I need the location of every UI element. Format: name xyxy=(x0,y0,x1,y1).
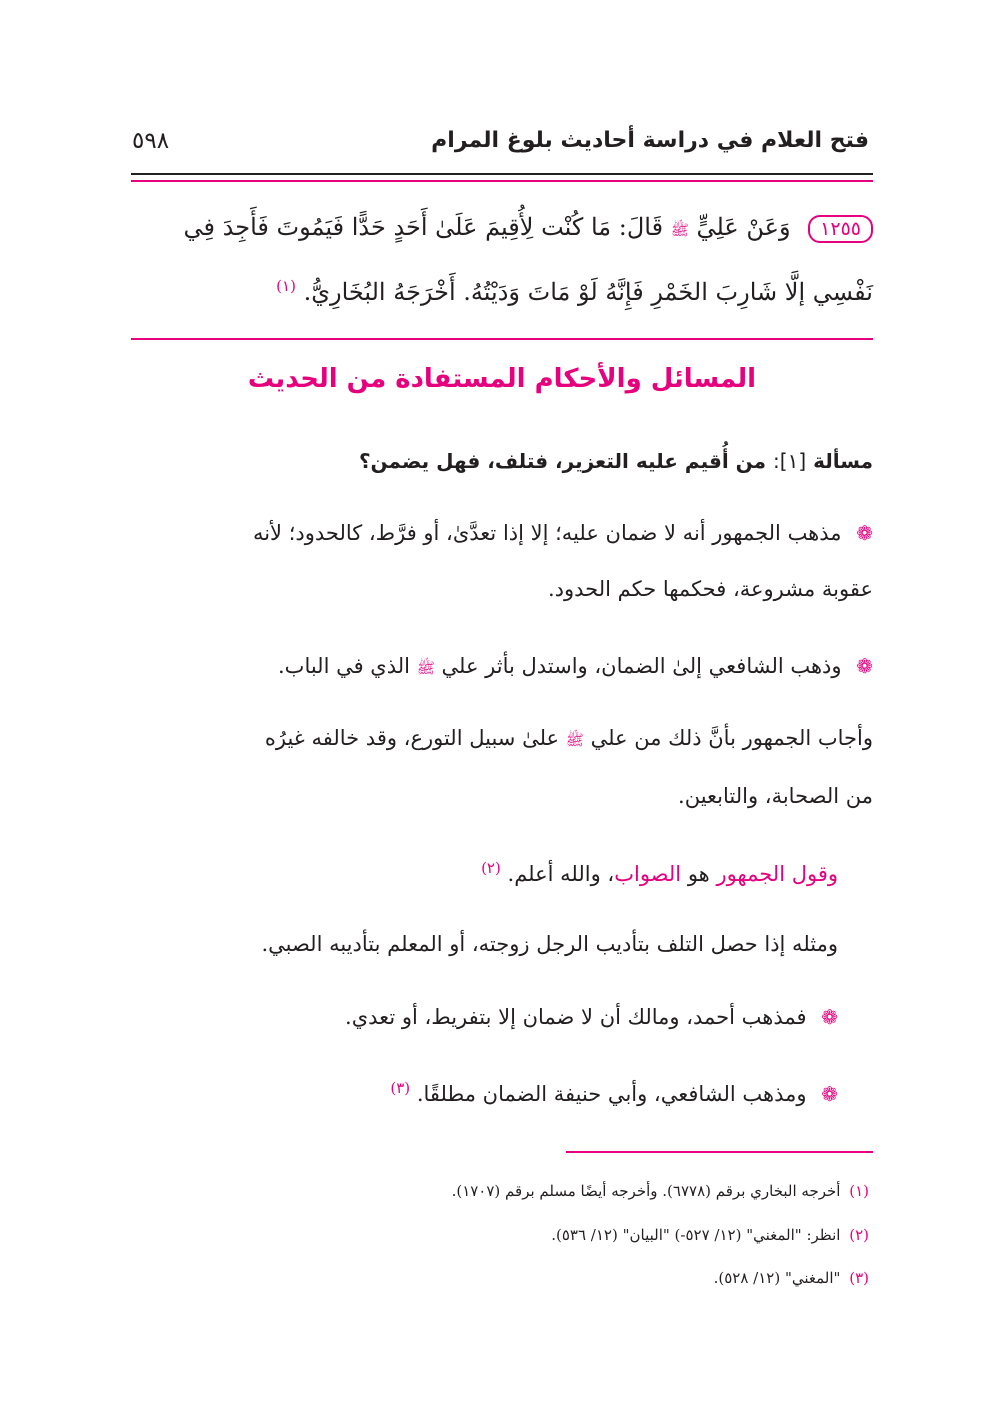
hadith-text-part: قَالَ: مَا كُنْت لِأُقِيمَ عَلَىٰ أَحَدٍ حَدًّا فَيَمُوتَ فَأَجِدَ فِي xyxy=(183,213,664,241)
paragraph-conclusion xyxy=(131,840,838,902)
footnote-reference[interactable]: (١) xyxy=(276,277,296,295)
hadith-block xyxy=(131,199,873,320)
hadith-number-badge: ١٢٥٥ xyxy=(808,215,873,243)
paragraph-text: فمذهب أحمد، ومالك أن لا ضمان إلا بتفريط، أو تعدي. xyxy=(345,1005,807,1029)
issue-label: مسألة xyxy=(813,449,873,473)
footnote-reference[interactable]: (٢) xyxy=(481,859,501,877)
highlight-text: الصواب xyxy=(614,862,682,886)
paragraph-line xyxy=(131,1060,838,1122)
paragraph-line xyxy=(131,638,873,696)
flower-bullet-icon: ❁ xyxy=(856,654,873,678)
footnote-2 xyxy=(551,1226,869,1244)
issue-heading xyxy=(359,449,873,473)
footnote-3 xyxy=(714,1269,869,1287)
paragraph-majority-view xyxy=(131,505,873,617)
footnote-number: (١) xyxy=(849,1182,869,1200)
paragraph-text: علىٰ سبيل التورع، وقد خالفه غيرُه xyxy=(264,726,560,750)
footnote-text: أخرجه البخاري برقم (٦٧٧٨). وأخرجه أيضًا مسلم برقم (١٧٠٧). xyxy=(451,1182,841,1200)
hadith-text-part: وَعَنْ عَلِيٍّ xyxy=(696,213,791,241)
paragraph-line xyxy=(131,989,838,1045)
footnote-reference[interactable]: (٣) xyxy=(390,1079,411,1097)
paragraph-line xyxy=(131,840,838,902)
honorific-glyph: ﷺ xyxy=(670,221,689,239)
footnote-text: "المغني" (١٢/ ٥٢٨). xyxy=(713,1269,841,1287)
paragraph-text: ، والله أعلم. xyxy=(507,862,615,886)
running-title: فتح العلام في دراسة أحاديث بلوغ المرام xyxy=(431,128,869,153)
footnote-text: انظر: "المغني" (١٢/ ٥٢٧-) "البيان" (١٢/ ٥٣٦). xyxy=(551,1226,841,1244)
paragraph-text: وذهب الشافعي إلىٰ الضمان، واستدل بأثر علي xyxy=(441,654,842,678)
footnote-number: (٢) xyxy=(849,1226,869,1244)
section-title: المسائل والأحكام المستفادة من الحديث xyxy=(247,364,757,394)
paragraph-similar-case xyxy=(131,916,838,972)
paragraph-line: ومثله إذا حصل التلف بتأديب الرجل زوجته، أو المعلم بتأديبه الصبي. xyxy=(261,932,838,956)
paragraph-ahmad-malik xyxy=(131,989,838,1045)
paragraph-shafii-view xyxy=(131,638,873,696)
paragraph-line xyxy=(131,505,873,561)
header-rule-bottom xyxy=(131,180,873,182)
paragraph-shafii-hanafi xyxy=(131,1060,838,1122)
highlight-text: وقول الجمهور xyxy=(716,862,838,886)
flower-bullet-icon: ❁ xyxy=(821,1082,838,1106)
issue-number: [١]: xyxy=(773,449,807,473)
flower-bullet-icon: ❁ xyxy=(856,521,873,545)
paragraph-text: مذهب الجمهور أنه لا ضمان عليه؛ إلا إذا تعدَّىٰ، أو فرَّط، كالحدود؛ لأنه xyxy=(252,521,842,545)
flower-bullet-icon: ❁ xyxy=(821,1005,838,1029)
honorific-glyph: ﷺ xyxy=(416,659,435,677)
hadith-line-1 xyxy=(131,199,873,258)
hadith-line-2 xyxy=(131,258,873,320)
footnote-number: (٣) xyxy=(849,1269,869,1287)
paragraph-line: من الصحابة، والتابعين. xyxy=(678,784,873,808)
paragraph-line xyxy=(131,710,873,768)
paragraph-text: هو xyxy=(687,862,710,886)
paragraph-majority-response xyxy=(131,710,873,824)
hadith-text-part: نَفْسِي إلَّا شَارِبَ الخَمْرِ فَإِنَّهُ لَوْ مَاتَ وَدَيْتُهُ. أَخْرَجَهُ البُخَارِيُّ. xyxy=(303,278,873,306)
paragraph-text: وأجاب الجمهور بأنَّ ذلك من علي xyxy=(590,726,873,750)
honorific-glyph: ﷺ xyxy=(565,731,584,749)
paragraph-text: ومذهب الشافعي، وأبي حنيفة الضمان مطلقًا. xyxy=(416,1082,807,1106)
paragraph-line: عقوبة مشروعة، فحكمها حكم الحدود. xyxy=(547,577,873,601)
paragraph-text: الذي في الباب. xyxy=(278,654,410,678)
header-rule-top xyxy=(131,173,873,175)
issue-question: من أُقيم عليه التعزير، فتلف، فهل يضمن؟ xyxy=(358,449,767,473)
page-number: ٥٩٨ xyxy=(132,128,170,154)
footnote-1 xyxy=(452,1182,869,1200)
footnote-separator xyxy=(566,1151,873,1153)
hadith-bottom-rule xyxy=(131,338,873,340)
